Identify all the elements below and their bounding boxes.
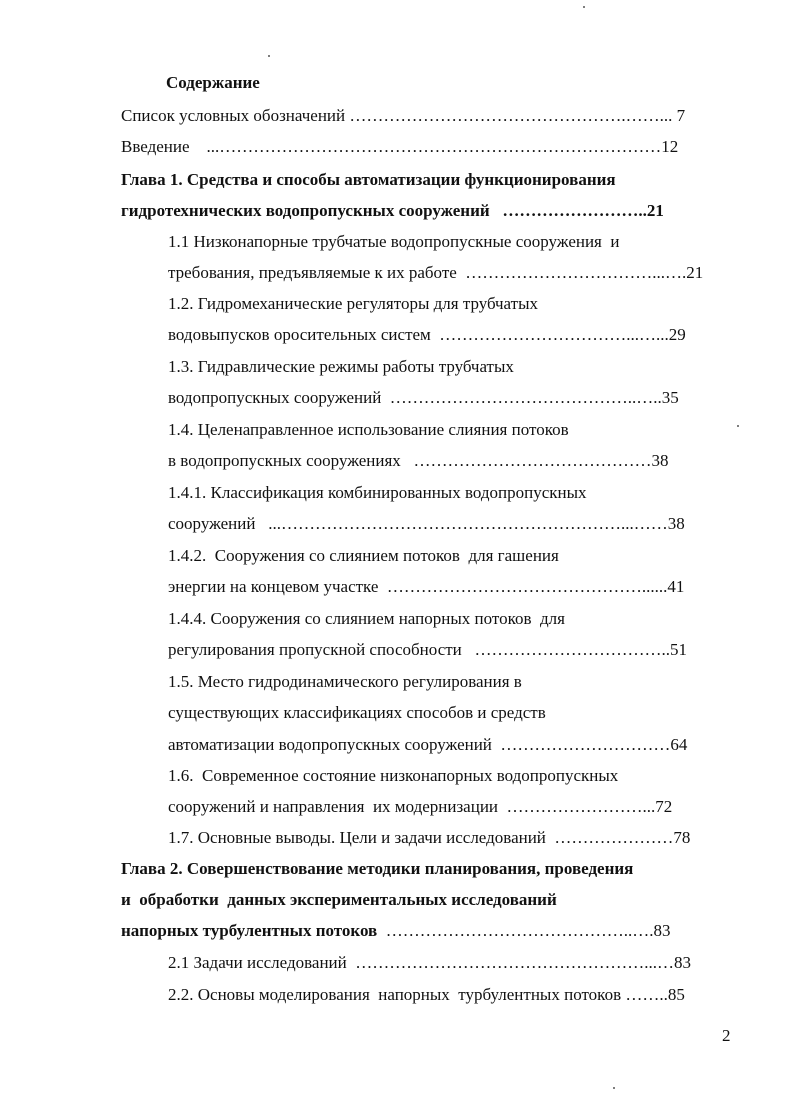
toc-entry-2-1: 2.1 Задачи исследований ……………………………………………...…83 <box>168 953 692 972</box>
toc-entry-1-2-line-1: 1.2. Гидромеханические регуляторы для трубчатых <box>168 294 539 313</box>
toc-entry-1-6-line-2: сооружений и направления их модернизации ……………………...72 <box>168 797 673 816</box>
toc-chapter-2-line-2: и обработки данных экспериментальных исследований <box>121 890 557 909</box>
scan-speck <box>583 6 585 8</box>
toc-chapter-2-line-1: Глава 2. Совершенствование методики планирования, проведения <box>121 859 634 878</box>
toc-entry-1-7: 1.7. Основные выводы. Цели и задачи исследований …………………78 <box>168 828 691 847</box>
toc-entry-1-5-line-2: существующих классификациях способов и средств <box>168 703 546 722</box>
toc-entry-1-4-1-line-1: 1.4.1. Классификация комбинированных водопропускных <box>168 483 587 502</box>
toc-chapter-1-line-1: Глава 1. Средства и способы автоматизации функционирования <box>121 170 616 189</box>
scan-speck <box>613 1087 615 1089</box>
toc-entry-1-4-2-line-1: 1.4.2. Сооружения со слиянием потоков для гашения <box>168 546 559 565</box>
page-number: 2 <box>722 1026 731 1045</box>
toc-chapter-1-line-2: гидротехнических водопропускных сооружений ……………………..21 <box>121 201 664 220</box>
toc-entry-1-2-line-2: водовыпусков оросительных систем ……………………………...…...29 <box>168 325 686 344</box>
toc-entry-introduction: Введение ...……………………………………………………………………12 <box>121 137 679 156</box>
toc-entry-1-5-line-1: 1.5. Место гидродинамического регулирования в <box>168 672 522 691</box>
toc-entry-1-4-line-1: 1.4. Целенаправленное использование слияния потоков <box>168 420 569 439</box>
scan-speck <box>268 55 270 57</box>
toc-entry-1-1-line-2: требования, предъявляемые к их работе ……………………………...….21 <box>168 263 704 282</box>
toc-entry-1-4-4-line-1: 1.4.4. Сооружения со слиянием напорных потоков для <box>168 609 565 628</box>
toc-entry-2-2: 2.2. Основы моделирования напорных турбулентных потоков ……..85 <box>168 985 685 1004</box>
toc-entry-1-4-line-2: в водопропускных сооружениях ……………………………………38 <box>168 451 669 470</box>
toc-entry-1-6-line-1: 1.6. Современное состояние низконапорных водопропускных <box>168 766 619 785</box>
contents-heading: Содержание <box>166 73 260 92</box>
toc-entry-1-4-2-line-2: энергии на концевом участке ………………………………………......41 <box>168 577 685 596</box>
toc-entry-1-4-1-line-2: сооружений ...……………………………………………………...……38 <box>168 514 685 533</box>
toc-entry-1-5-line-3: автоматизации водопропускных сооружений …………………………64 <box>168 735 688 754</box>
toc-entry-1-3-line-1: 1.3. Гидравлические режимы работы трубчатых <box>168 357 514 376</box>
scan-speck <box>737 425 739 427</box>
toc-chapter-2-line-3: напорных турбулентных потоков ……………………………………..….83 <box>121 921 671 940</box>
toc-entry-1-1-line-1: 1.1 Низконапорные трубчатые водопропускные сооружения и <box>168 232 620 251</box>
toc-entry-1-4-4-line-2: регулирования пропускной способности ……………………………..51 <box>168 640 688 659</box>
toc-entry-symbols: Список условных обозначений ………………………………………….……... 7 <box>121 106 686 125</box>
toc-entry-1-3-line-2: водопропускных сооружений ……………………………………..…..35 <box>168 388 679 407</box>
